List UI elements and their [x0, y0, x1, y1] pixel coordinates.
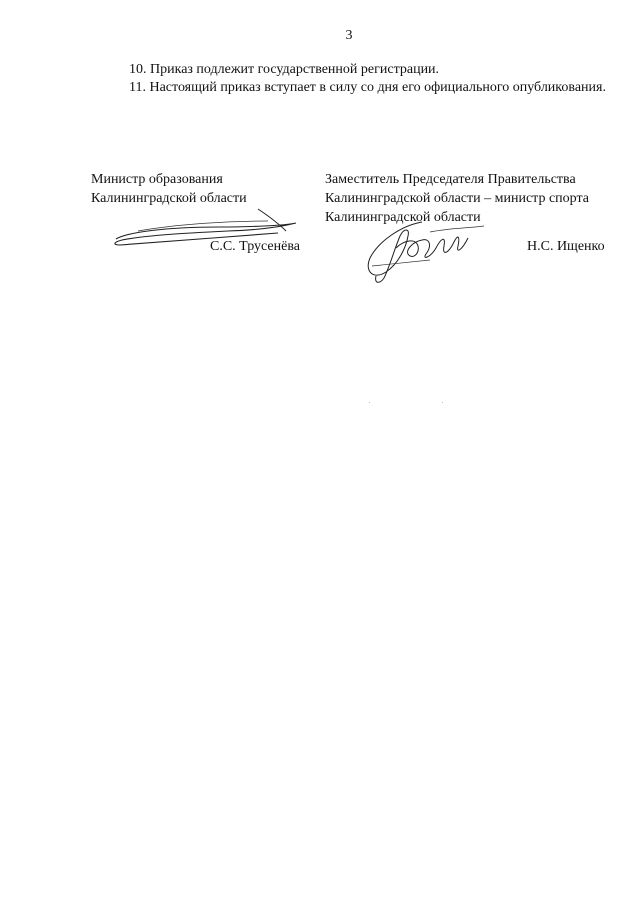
order-body [91, 61, 610, 97]
page-number: 3 [345, 28, 353, 43]
left-title-line: Калининградской области [91, 191, 247, 206]
right-title-line: Калининградской области – министр спорта [325, 191, 589, 206]
scan-speck [369, 402, 370, 403]
left-title-line: Министр образования [91, 172, 223, 187]
right-title-line: Заместитель Председателя Правительства [325, 172, 576, 187]
left-signatory-name: С.С. Трусенёва [210, 239, 300, 254]
right-handwritten-signature [360, 218, 490, 286]
paragraph-10: 10. Приказ подлежит государственной регистрации. [129, 62, 440, 77]
paragraph-11: 11. Настоящий приказ вступает в силу со дня его официального опубликования. [129, 80, 606, 95]
scan-speck [442, 402, 443, 403]
right-title-line: Калининградской области [325, 210, 481, 225]
right-signatory-name: Н.С. Ищенко [527, 239, 605, 254]
left-signatory-title [91, 170, 311, 208]
